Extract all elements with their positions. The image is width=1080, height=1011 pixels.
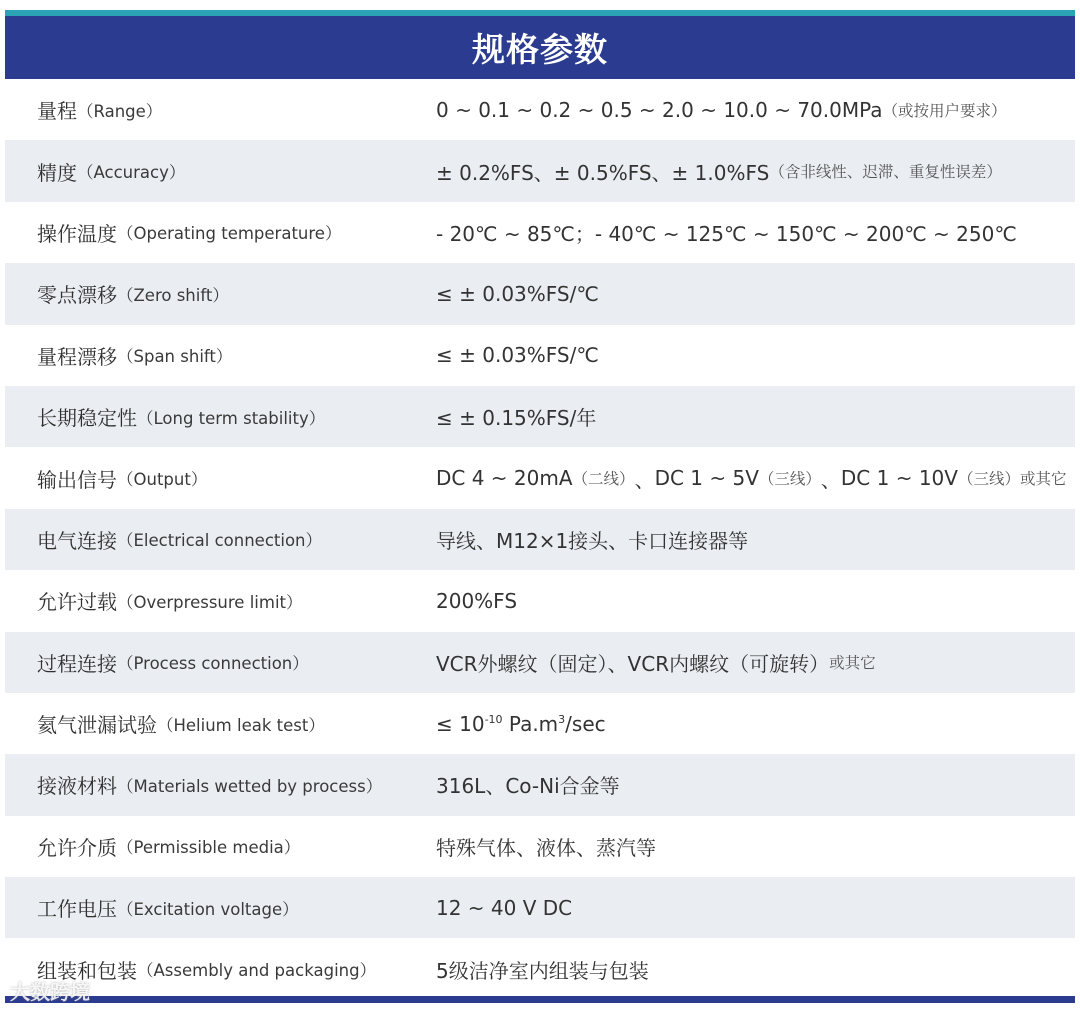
output-dc-1-10v: DC 1 ~ 10V <box>840 466 958 491</box>
label-en: （Excitation voltage） <box>117 899 299 919</box>
spec-value <box>436 386 596 447</box>
label-zh: 输出信号 <box>37 467 117 492</box>
label-zh: 允许过载 <box>37 590 117 615</box>
spec-value <box>436 325 599 386</box>
value-note: 或其它 <box>829 654 876 673</box>
helium-unit: Pa.m <box>502 711 559 736</box>
value-text: 0 ~ 0.1 ~ 0.2 ~ 0.5 ~ 2.0 ~ 10.0 ~ 70.0MPa <box>436 97 883 122</box>
label-zh: 氦气泄漏试验 <box>37 713 157 738</box>
output-three-wire-note: （三线） <box>957 470 1020 489</box>
spec-label <box>37 877 299 938</box>
label-zh: 允许介质 <box>37 835 117 860</box>
spec-value <box>436 632 876 693</box>
label-en: （Permissible media） <box>117 838 301 858</box>
spec-table <box>5 79 1075 1000</box>
output-dc-1-5v: DC 1 ~ 5V <box>654 466 759 491</box>
spec-value <box>436 877 572 938</box>
label-zh: 接液材料 <box>37 774 117 799</box>
spec-row-accuracy <box>5 140 1075 201</box>
helium-unit-exponent: 3 <box>558 712 566 726</box>
spec-label <box>37 447 207 508</box>
value-text: VCR外螺纹（固定）、VCR内螺纹（可旋转） <box>436 651 830 676</box>
label-zh: 过程连接 <box>37 651 117 676</box>
spec-row-overpressure-limit <box>5 570 1075 631</box>
spec-label <box>37 509 322 570</box>
label-en: （Materials wetted by process） <box>117 776 383 796</box>
value-text: 200%FS <box>436 588 518 613</box>
label-en: （Process connection） <box>117 654 309 674</box>
label-zh: 精度 <box>37 160 77 185</box>
spec-row-materials-wetted <box>5 754 1075 815</box>
spec-value <box>436 754 620 815</box>
value-text: ≤ ± 0.03%FS/℃ <box>436 343 599 368</box>
label-zh: 长期稳定性 <box>37 406 137 431</box>
value-text: ≤ ± 0.03%FS/℃ <box>436 281 599 306</box>
spec-label <box>37 816 300 877</box>
value-text: 12 ~ 40 V DC <box>436 895 573 920</box>
label-en: （Helium leak test） <box>157 715 325 735</box>
spec-row-operating-temperature <box>5 202 1075 263</box>
output-three-wire-note: （三线） <box>758 470 821 489</box>
value-text: 特殊气体、液体、蒸汽等 <box>436 835 656 860</box>
value-note: （含非线性、迟滞、重复性误差） <box>769 163 1002 182</box>
spec-row-zero-shift <box>5 263 1075 324</box>
output-dc-4-20ma: DC 4 ~ 20mA <box>436 466 573 491</box>
bottom-accent-bar <box>5 996 1075 1003</box>
label-zh: 操作温度 <box>37 221 117 246</box>
value-text: ± 0.2%FS、± 0.5%FS、± 1.0%FS <box>436 160 770 185</box>
value-text: - 20℃ ~ 85℃；- 40℃ ~ 125℃ ~ 150℃ ~ 200℃ ~ 250℃ <box>436 221 1017 246</box>
helium-unit-tail: /sec <box>565 711 606 736</box>
spec-header <box>5 16 1075 79</box>
label-en: （Span shift） <box>117 347 233 367</box>
label-en: （Overpressure limit） <box>117 592 303 612</box>
spec-label <box>37 263 229 324</box>
label-en: （Long term stability） <box>137 408 326 428</box>
label-en: （Assembly and packaging） <box>137 961 377 981</box>
label-zh: 量程漂移 <box>37 344 117 369</box>
label-en: （Output） <box>117 470 208 490</box>
page-title: 规格参数 <box>472 30 608 69</box>
spec-label <box>37 386 325 447</box>
spec-value <box>436 693 606 754</box>
spec-label <box>37 754 382 815</box>
label-en: （Electrical connection） <box>117 531 322 551</box>
spec-row-range <box>5 79 1075 140</box>
label-en: （Operating temperature） <box>117 224 342 244</box>
spec-label <box>37 632 309 693</box>
spec-label <box>37 693 325 754</box>
output-separator: 、 <box>634 467 655 492</box>
spec-row-long-term-stability <box>5 386 1075 447</box>
spec-label <box>37 325 232 386</box>
value-text: ≤ ± 0.15%FS/年 <box>436 406 597 431</box>
spec-row-span-shift <box>5 325 1075 386</box>
output-other-note: 或其它 <box>1019 470 1067 489</box>
spec-value <box>436 570 517 631</box>
spec-row-helium-leak-test <box>5 693 1075 754</box>
label-zh: 组装和包装 <box>37 958 137 983</box>
value-text: 5级洁净室内组装与包装 <box>436 958 649 983</box>
watermark-logo <box>10 976 90 1005</box>
value-text: 导线、M12×1接头、卡口连接器等 <box>436 528 749 553</box>
label-zh: 电气连接 <box>37 528 117 553</box>
label-en: （Accuracy） <box>77 163 186 183</box>
helium-prefix: ≤ 10 <box>436 711 485 736</box>
output-separator: 、 <box>820 467 841 492</box>
spec-value <box>436 79 1007 140</box>
spec-label <box>37 79 162 140</box>
spec-row-excitation-voltage <box>5 877 1075 938</box>
spec-value <box>436 202 1017 263</box>
spec-row-assembly-packaging <box>5 938 1075 999</box>
spec-row-output <box>5 447 1075 508</box>
label-en: （Range） <box>77 101 163 121</box>
output-two-wire-note: （二线） <box>572 470 635 489</box>
value-note: （或按用户要求） <box>882 101 1007 120</box>
spec-label <box>37 202 341 263</box>
label-zh: 零点漂移 <box>37 283 117 308</box>
spec-value <box>436 447 1067 508</box>
spec-value <box>436 816 656 877</box>
spec-row-process-connection <box>5 632 1075 693</box>
value-text: 316L、Co-Ni合金等 <box>436 774 620 799</box>
spec-value <box>436 263 599 324</box>
label-en: （Zero shift） <box>117 285 229 305</box>
spec-value <box>436 140 1002 201</box>
spec-label <box>37 140 185 201</box>
watermark-text: 大数跨境 <box>10 980 90 1004</box>
label-zh: 工作电压 <box>37 897 117 922</box>
label-zh: 量程 <box>37 99 77 124</box>
spec-row-permissible-media <box>5 816 1075 877</box>
helium-value <box>436 712 606 736</box>
spec-row-electrical-connection <box>5 509 1075 570</box>
spec-value <box>436 509 748 570</box>
spec-label <box>37 570 303 631</box>
spec-value <box>436 938 649 999</box>
helium-exponent: -10 <box>484 712 503 726</box>
